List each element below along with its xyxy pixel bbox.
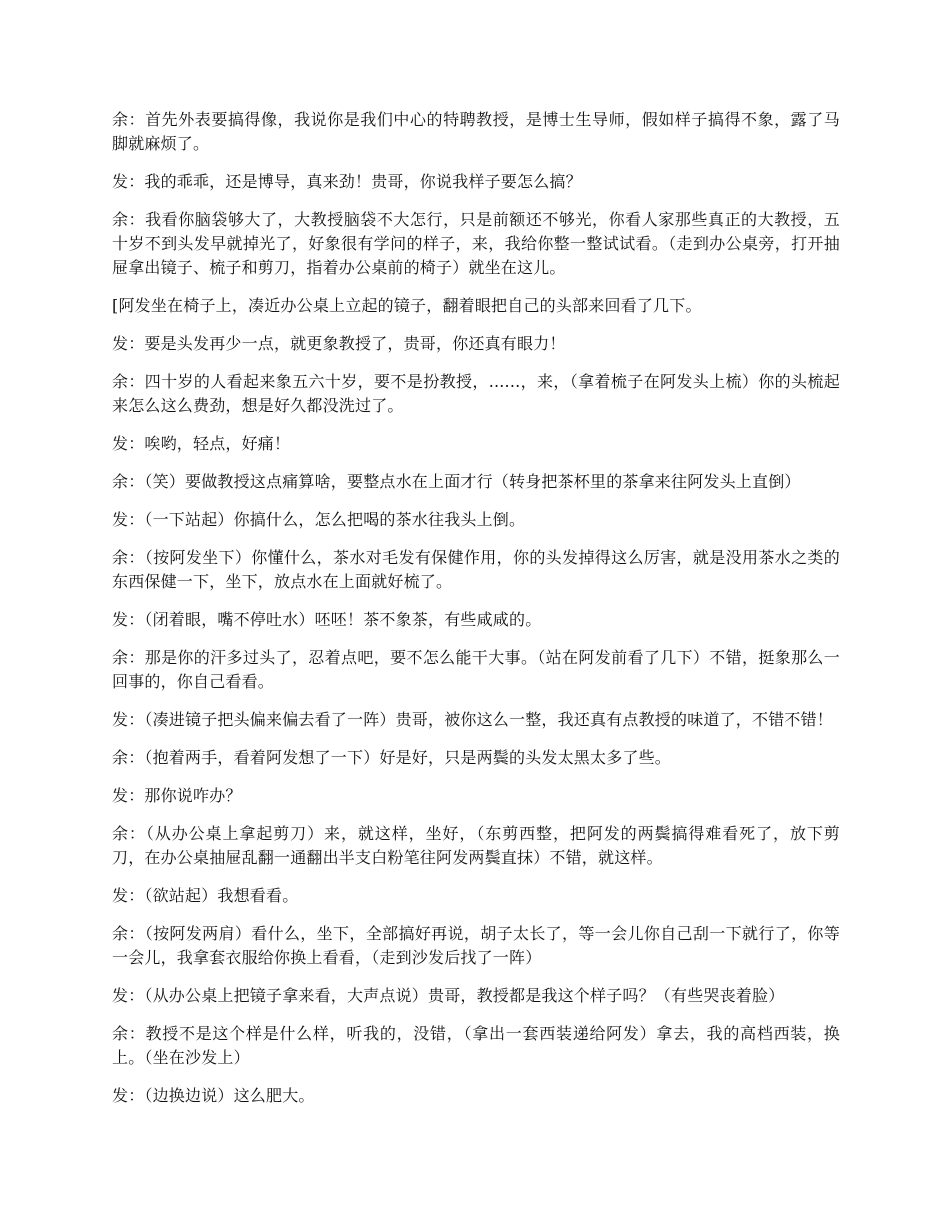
dialogue-line: 发：（一下站起）你搞什么，怎么把喝的茶水往我头上倒。 (112, 510, 526, 529)
dialogue-line: 发：要是头发再少一点，就更象教授了，贵哥，你还真有眼力！ (112, 334, 566, 353)
dialogue-line: 发：唉哟，轻点，好痛！ (112, 434, 291, 453)
dialogue-line: 余：那是你的汗多过头了，忍着点吧，要不怎么能干大事。（站在阿发前看了几下）不错，挺象那么一回事的，你自己看看。 (112, 648, 840, 691)
dialogue-line: 发：（凑进镜子把头偏来偏去看了一阵）贵哥，被你这么一整，我还真有点教授的味道了，不错不错！ (112, 710, 834, 729)
dialogue-line: 发：那你说咋办？ (112, 786, 242, 805)
dialogue-line: 发：（从办公桌上把镜子拿来看，大声点说）贵哥，教授都是我这个样子吗？（有些哭丧着脸） (112, 986, 785, 1005)
dialogue-line: 余：（按阿发两肩）看什么，坐下，全部搞好再说，胡子太长了，等一会儿你自己刮一下就行了，你等一会儿，我拿套衣服给你换上看看，（走到沙发后找了一阵） (112, 924, 840, 967)
dialogue-line: 余：（按阿发坐下）你懂什么，茶水对毛发有保健作用，你的头发掉得这么厉害，就是没用茶水之类的东西保健一下，坐下，放点水在上面就好梳了。 (112, 548, 840, 591)
dialogue-line: 余：我看你脑袋够大了，大教授脑袋不大怎行，只是前额还不够光，你看人家那些真正的大教授，五十岁不到头发早就掉光了，好象很有学问的样子，来，我给你整一整试试看。（走到办公桌旁，打开抽屉拿出镜子、梳子和剪刀，指着办公桌前的椅子）就坐在这儿。 (112, 210, 840, 277)
dialogue-line: 余：（从办公桌上拿起剪刀）来，就这样，坐好，（东剪西整，把阿发的两鬓搞得难看死了，放下剪刀，在办公桌抽屉乱翻一通翻出半支白粉笔往阿发两鬓直抹）不错，就这样。 (112, 824, 840, 867)
dialogue-line: 发：（闭着眼，嘴不停吐水）呸呸！茶不象茶，有些咸咸的。 (112, 610, 542, 629)
stage-direction: [阿发坐在椅子上，凑近办公桌上立起的镜子，翻着眼把自己的头部来回看了几下。 (112, 296, 702, 315)
dialogue-line: 余：教授不是这个样是什么样，听我的，没错，（拿出一套西装递给阿发）拿去，我的高档西装，换上。（坐在沙发上） (112, 1024, 840, 1067)
dialogue-line: 余：（笑）要做教授这点痛算啥，要整点水在上面才行（转身把茶杯里的茶拿来往阿发头上直倒） (112, 472, 801, 491)
dialogue-line: 余：首先外表要搞得像，我说你是我们中心的特聘教授，是博士生导师，假如样子搞得不象，露了马脚就麻烦了。 (112, 110, 840, 153)
dialogue-line: 发：（欲站起）我想看看。 (112, 886, 299, 905)
dialogue-line: 发：我的乖乖，还是博导，真来劲！贵哥，你说我样子要怎么搞？ (112, 172, 582, 191)
dialogue-line: 余：（抱着两手，看着阿发想了一下）好是好，只是两鬓的头发太黑太多了些。 (112, 748, 672, 767)
dialogue-line: 余：四十岁的人看起来象五六十岁，要不是扮教授，......，来，（拿着梳子在阿发头上梳）你的头梳起来怎么这么费劲，想是好久都没洗过了。 (112, 372, 840, 415)
dialogue-line: 发：（边换边说）这么肥大。 (112, 1086, 315, 1105)
